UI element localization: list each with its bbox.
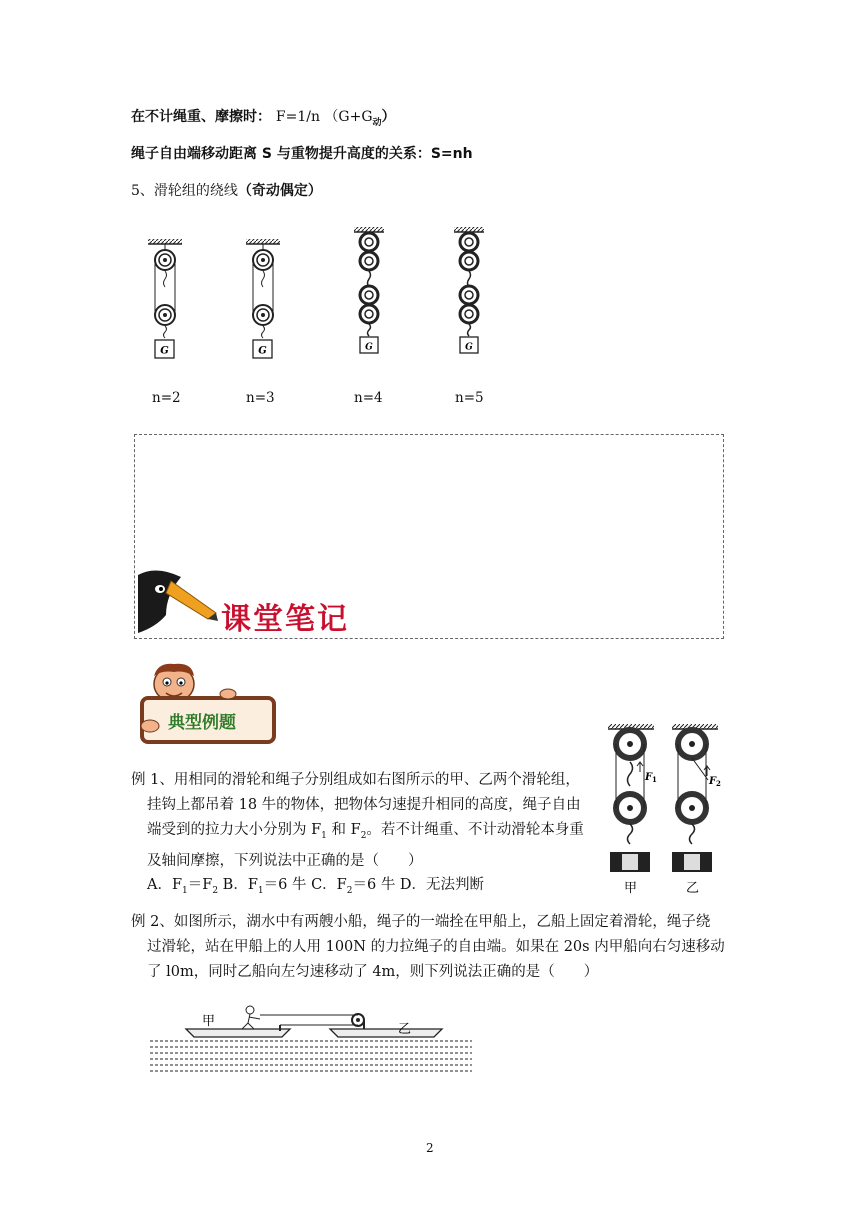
example1-fig-f1: F	[645, 772, 653, 783]
formula-label: 在不计绳重、摩擦时：	[131, 109, 271, 125]
weight-label: G	[160, 345, 169, 357]
example1-text	[131, 768, 601, 874]
section5-heading	[131, 180, 322, 200]
page-number: 2	[426, 1141, 434, 1155]
label-n2: n=2	[152, 390, 181, 406]
weight-label: G	[365, 342, 373, 353]
example1-line2: 挂钩上都吊着 18 牛的物体，把物体匀速提升相同的高度，绳子自由	[147, 797, 581, 813]
example1-options: A．$F_1=F_2$ B．$F_1=6$ 牛 C．$F_2=6$ 牛 D．无法判断	[147, 877, 485, 896]
pulley-n4	[354, 227, 384, 353]
label-n4: n=4	[354, 390, 383, 406]
pulley-n5	[454, 227, 484, 353]
formula-close: ）	[381, 109, 396, 125]
example1-line1: 例 1、用相同的滑轮和绳子分别组成如右图所示的甲、乙两个滑轮组，	[131, 772, 580, 788]
pulley-n3	[246, 239, 280, 358]
formula-text: F=1/n （G+G	[275, 109, 373, 125]
example1-fig-f2-sub: 2	[716, 779, 721, 788]
label-n5: n=5	[455, 390, 484, 406]
example2-boat-figure	[150, 1005, 475, 1077]
pulley-n2	[148, 239, 182, 358]
example1-line3: 端受到的拉力大小分别为 $F_1$ 和 $F_2$。若不计绳重、不计动滑轮本身重	[147, 822, 584, 841]
example1-fig-f2: F	[709, 776, 717, 787]
example2-line1: 例 2、如图所示，湖水中有两艘小船，绳子的一端拴在甲船上，乙船上固定着滑轮，绳子绕	[131, 914, 711, 930]
pencil-bird-icon	[136, 565, 220, 635]
formula-sub: 动	[372, 117, 382, 128]
example1-fig-f1-sub: 1	[652, 775, 657, 784]
section5-bold: （奇动偶定）	[237, 183, 322, 199]
example1-fig-yi: 乙	[686, 881, 700, 896]
example2-boat-yi: 乙	[398, 1022, 412, 1037]
formula-line	[131, 106, 396, 128]
weight-label: G	[465, 342, 473, 353]
example1-line4: 及轴间摩擦，下列说法中正确的是（ ）	[147, 852, 423, 869]
weight-label: G	[258, 345, 267, 357]
example1-figure	[604, 720, 734, 898]
class-notes-title: 课堂笔记	[221, 602, 349, 637]
example2-text	[131, 910, 731, 985]
label-n3: n=3	[246, 390, 275, 406]
distance-relation-line: 绳子自由端移动距离 S 与重物提升高度的关系：S=nh	[131, 146, 473, 162]
examples-title: 典型例题	[168, 713, 236, 733]
example2-line2: 过滑轮，站在甲船上的人用 100N 的力拉绳子的自由端。如果在 20s 内甲船向右匀速移动	[147, 939, 725, 955]
example2-boat-jia: 甲	[202, 1014, 216, 1029]
examples-mascot-icon	[136, 662, 286, 750]
section5-prefix: 5、滑轮组的绕线	[131, 183, 238, 199]
example1-fig-jia: 甲	[624, 881, 638, 896]
pulley-diagrams	[140, 225, 500, 365]
example2-line3: 了 l0m，同时乙船向左匀速移动了 4m，则下列说法正确的是（ ）	[147, 964, 599, 980]
